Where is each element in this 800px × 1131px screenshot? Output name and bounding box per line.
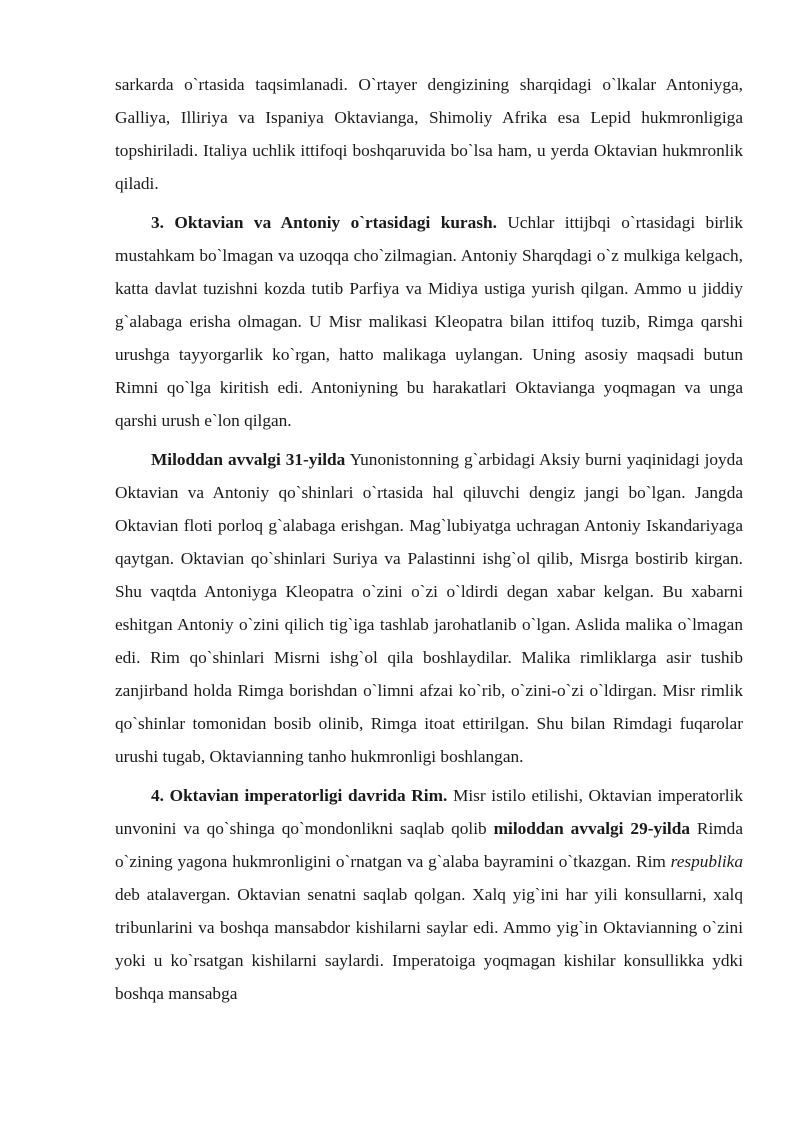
paragraph-text: Rimda o`zining yagona hukmronligini o`rnatgan va g`alaba bayramini o`tkazgan. Rim <box>115 819 743 871</box>
paragraph-text: Uchlar ittijbqi o`rtasidagi birlik mustahkam bo`lmagan va uzoqqa cho`zilmagian. Antoniy Sharqdagi o`z mulkiga kelgach, katta davlat tuzishni kozda tutib Parfiya va Midiya ustiga yurish qilgan. Ammo u jiddiy g`alabaga erisha olmagan. U Misr malikasi Kleopatra bilan ittifoq tuzib, Rimga qarshi urushga tayyorgarlik ko`rgan, hatto malikaga uylangan. Uning asosiy maqsadi butun Rimni qo`lga kiritish edi. Antoniyning bu harakatlari Oktavianga yoqmagan va unga qarshi urush e`lon qilgan. <box>115 213 743 430</box>
section-heading: 4. Oktavian imperatorligi davrida Rim. <box>151 786 448 805</box>
date-emphasis: miloddan avvalgi 29-yilda <box>493 819 690 838</box>
paragraph-text: sarkarda o`rtasida taqsimlanadi. O`rtayer dengizining sharqidagi o`lkalar Antoniyga, Galliya, Illiriya va Ispaniya Oktavianga, Shimoliy Afrika esa Lepid hukmronligiga topshiriladi. Italiya uchlik ittifoqi boshqaruvida bo`lsa ham, u yerda Oktavian hukmronlik qiladi. <box>115 75 743 193</box>
paragraph-continuation <box>115 68 743 200</box>
paragraph-section-4 <box>115 779 743 1010</box>
paragraph-text: Misr istilo etilishi, Oktavian imperatorlik unvonini va qo`shinga qo`mondonlikni saqlab qolib <box>115 786 743 838</box>
paragraph-text: deb atalavergan. Oktavian senatni saqlab qolgan. Xalq yig`ini har yili konsullarni, xalq tribunlarini va boshqa mansabdor kishilarni saylar edi. Ammo yig`in Oktavianning o`zini yoki u ko`rsatgan kishilarni saylardi. Imperatoiga yoqmagan kishilar konsullikka ydki boshqa mansabga <box>115 885 743 1003</box>
document-page <box>115 68 743 1010</box>
paragraph-battle <box>115 443 743 773</box>
section-heading: 3. Oktavian va Antoniy o`rtasidagi kurash. <box>151 213 497 232</box>
date-lead: Miloddan avvalgi 31-yilda <box>151 450 346 469</box>
paragraph-section-3 <box>115 206 743 437</box>
italic-term: respublika <box>670 852 743 871</box>
paragraph-text: Yunonistonning g`arbidagi Aksiy burni yaqinidagi joyda Oktavian va Antoniy qo`shinlari o`rtasida hal qiluvchi dengiz jangi bo`lgan. Jangda Oktavian floti porloq g`alabaga erishgan. Mag`lubiyatga uchragan Antoniy Iskandariyaga qaytgan. Oktavian qo`shinlari Suriya va Palastinni ishg`ol qilib, Misrga bostirib kirgan. Shu vaqtda Antoniyga Kleopatra o`zini o`zi o`ldirdi degan xabar kelgan. Bu xabarni eshitgan Antoniy o`zini qilich tig`iga tashlab jarohatlanib o`lgan. Aslida malika o`lmagan edi. Rim qo`shinlari Misrni ishg`ol qila boshlaydilar. Malika rimliklarga asir tushib zanjirband holda Rimga borishdan o`limni afzai ko`rib, o`zini-o`zi o`ldirgan. Misr rimlik qo`shinlar tomonidan bosib olinib, Rimga itoat ettirilgan. Shu bilan Rimdagi fuqarolar urushi tugab, Oktavianning tanho hukmronligi boshlangan. <box>115 450 743 766</box>
